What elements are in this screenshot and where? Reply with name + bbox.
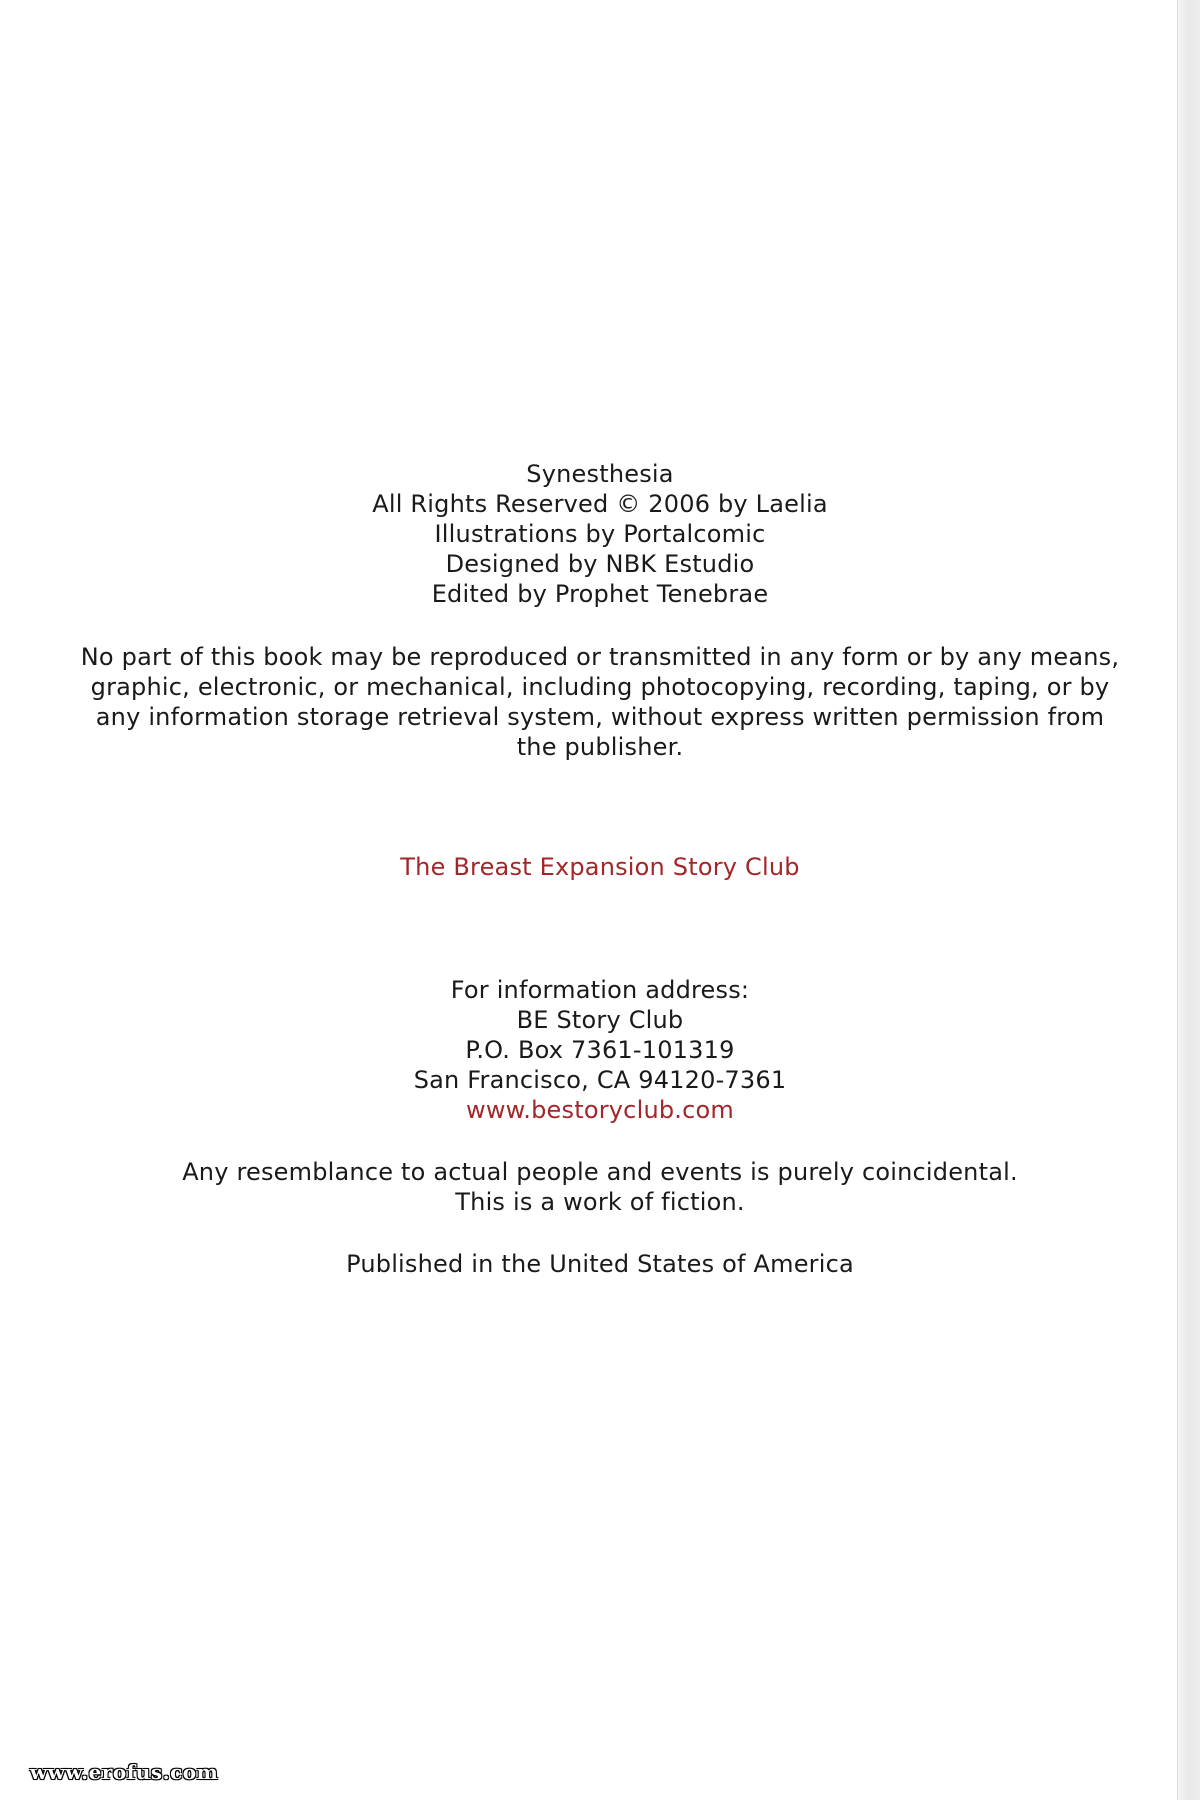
- club-name: The Breast Expansion Story Club: [400, 853, 800, 881]
- address-block: [60, 975, 1140, 1125]
- rights-line: All Rights Reserved © 2006 by Laelia: [372, 490, 828, 518]
- credits-block: [60, 459, 1140, 609]
- address-city: San Francisco, CA 94120-7361: [413, 1066, 787, 1094]
- watermark: www.erofus.com: [30, 1760, 219, 1784]
- notice-line: No part of this book may be reproduced or transmitted in any form or by any means,: [80, 643, 1120, 671]
- address-pobox: P.O. Box 7361-101319: [465, 1036, 735, 1064]
- disclaimer-line: This is a work of fiction.: [455, 1188, 745, 1216]
- notice-line: graphic, electronic, or mechanical, including photocopying, recording, taping, or by: [90, 673, 1110, 701]
- reproduction-notice: [70, 642, 1130, 762]
- disclaimer-block: [60, 1157, 1140, 1217]
- website-link[interactable]: www.bestoryclub.com: [466, 1096, 734, 1124]
- disclaimer-line: Any resemblance to actual people and events is purely coincidental.: [182, 1158, 1018, 1186]
- page-edge-shadow: [1178, 0, 1200, 1800]
- published-line: Published in the United States of America: [346, 1250, 854, 1278]
- address-org: BE Story Club: [516, 1006, 684, 1034]
- address-heading: For information address:: [450, 976, 750, 1004]
- editor-credit: Edited by Prophet Tenebrae: [431, 580, 769, 608]
- illustrations-credit: Illustrations by Portalcomic: [434, 520, 766, 548]
- notice-line: the publisher.: [516, 733, 684, 761]
- design-credit: Designed by NBK Estudio: [445, 550, 755, 578]
- book-title: Synesthesia: [526, 460, 674, 488]
- notice-line: any information storage retrieval system, without express written permission from: [95, 703, 1105, 731]
